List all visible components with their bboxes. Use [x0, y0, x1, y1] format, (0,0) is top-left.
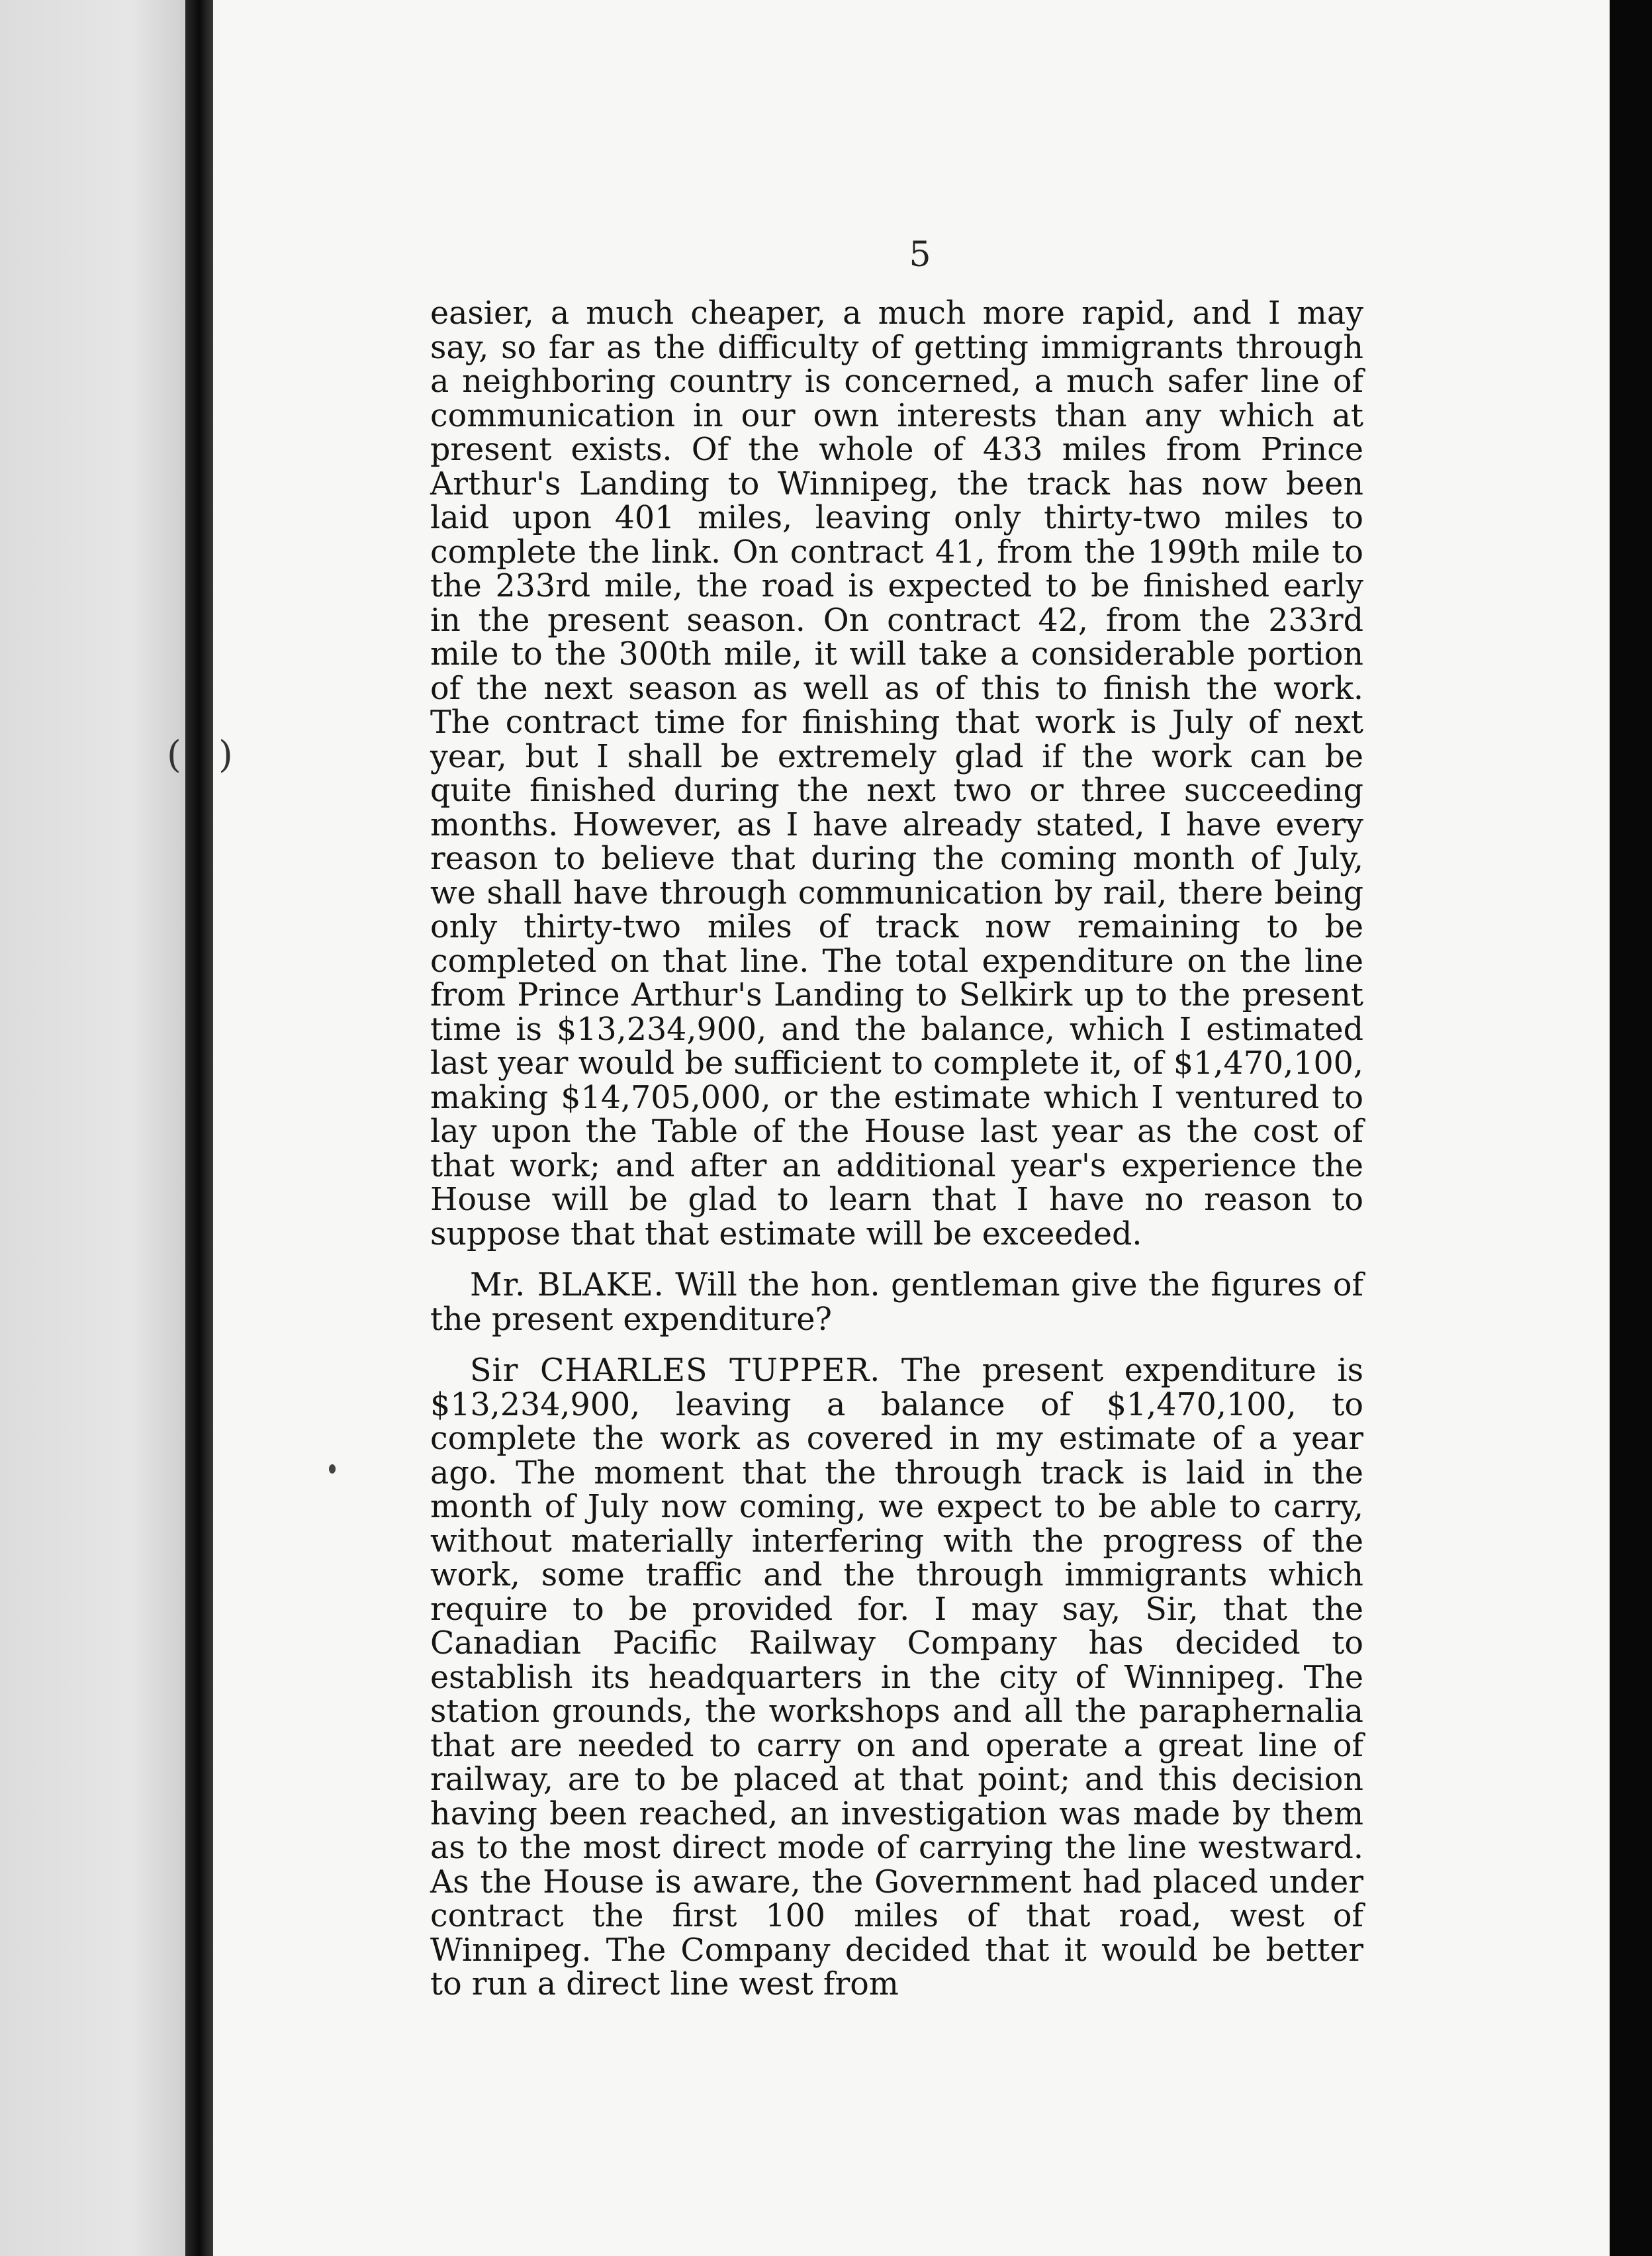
speech-blake	[430, 1268, 1363, 1337]
speaker-name: Mr. BLAKE.	[470, 1267, 665, 1303]
margin-mark-left: (	[167, 733, 181, 776]
page-number: 5	[909, 235, 931, 275]
adjacent-page	[0, 0, 185, 2256]
body-text	[430, 297, 1363, 2002]
speaker-name: Sir CHARLES TUPPER.	[470, 1352, 881, 1389]
paragraph: easier, a much cheaper, a much more rapid, and I may say, so far as the difficulty of getting immigrants through a neighboring country is concerned, a much safer line of communication in our own interests than any which at present exists. Of the whole of 433 miles from Prince Arthur's Landing to Winnipeg, the track has now been laid upon 401 miles, leaving only thirty-two miles to complete the link. On contract 41, from the 199th mile to the 233rd mile, the road is expected to be finished early in the present season. On contract 42, from the 233rd mile to the 300th mile, it will take a considerable portion of the next season as well as of this to finish the work. The contract time for finishing that work is July of next year, but I shall be extremely glad if the work can be quite finished during the next two or three succeeding months. However, as I have already stated, I have every reason to believe that during the coming month of July, we shall have through communication by rail, there being only thirty-two miles of track now remaining to be completed on that line. The total expenditure on the line from Prince Arthur's Landing to Selkirk up to the present time is $13,234,900, and the balance, which I estimated last year would be sufficient to complete it, of $1,470,100, making $14,705,000, or the estimate which I ventured to lay upon the Table of the House last year as the cost of that work; and after an additional year's experience the House will be glad to learn that I have no reason to suppose that that estimate will be exceeded.	[430, 295, 1363, 1252]
speech-text: The present expenditure is $13,234,900, leaving a balance of $1,470,100, to complete the work as covered in my estimate of a year ago. The moment that the through track is laid in the month of July now coming, we expect to be able to carry, without materially interfering with the progress of the work, some traffic and the through immigrants which require to be provided for. I may say, Sir, that the Canadian Pacific Railway Company has decided to establish its headquarters in the city of Winnipeg. The station grounds, the workshops and all the paraphernalia that are needed to carry on and operate a great line of railway, are to be placed at that point; and this decision having been reached, an investigation was made by them as to the most direct mode of carrying the line westward. As the House is aware, the Government had placed under contract the first 100 miles of that road, west of Winnipeg. The Company decided that it would be better to run a direct line west from	[430, 1352, 1363, 2002]
margin-speck	[329, 1464, 336, 1474]
page-edge-shadow	[1610, 0, 1652, 2256]
margin-mark-right: )	[218, 733, 233, 776]
book-spine	[185, 0, 213, 2256]
speech-text: Will the hon. gentleman give the figures of the present expenditure?	[430, 1267, 1363, 1338]
speech-tupper	[430, 1354, 1363, 2002]
